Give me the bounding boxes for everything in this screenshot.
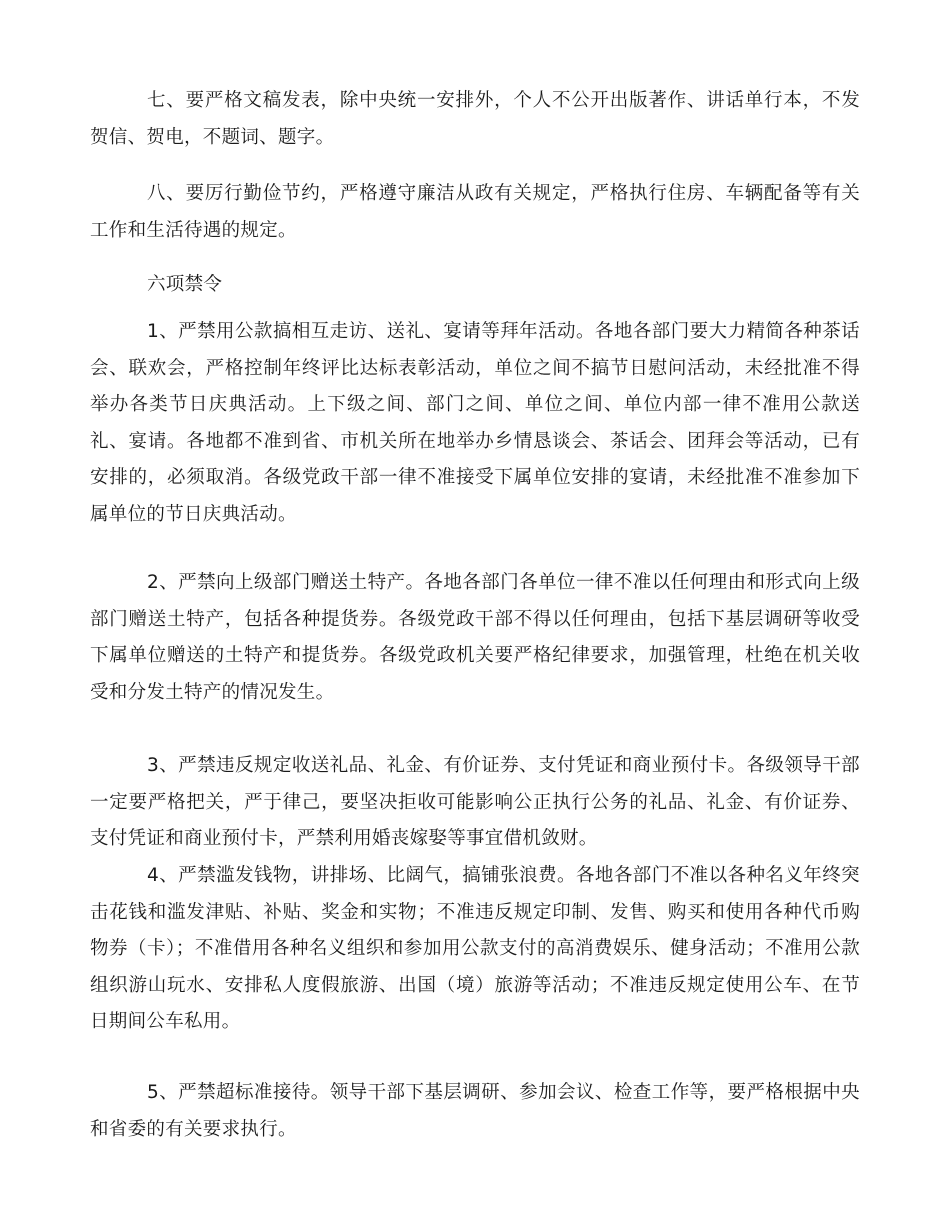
- paragraph-prohibition-4: 4、严禁滥发钱物，讲排场、比阔气，搞铺张浪费。各地各部门不准以各种名义年终突击花钱和滥发津贴、补贴、奖金和实物；不准违反规定印制、发售、购买和使用各种代币购物券（卡）；不准借用各种名义组织和参加用公款支付的高消费娱乐、健身活动；不准用公款组织游山玩水、安排私人度假旅游、出国（境）旅游等活动；不准违反规定使用公车、在节日期间公车私用。: [90, 865, 860, 1032]
- paragraph-rule-7: 七、要严格文稿发表，除中央统一安排外，个人不公开出版著作、讲话单行本，不发贺信、贺电，不题词、题字。: [90, 90, 860, 148]
- paragraph-prohibition-5: 5、严禁超标准接待。领导干部下基层调研、参加会议、检查工作等，要严格根据中央和省委的有关要求执行。: [90, 1082, 860, 1140]
- section-heading-six-prohibitions: 六项禁令: [147, 274, 223, 295]
- paragraph-rule-8: 八、要厉行勤俭节约，严格遵守廉洁从政有关规定，严格执行住房、车辆配备等有关工作和生活待遇的规定。: [90, 183, 860, 241]
- paragraph-prohibition-1: 1、严禁用公款搞相互走访、送礼、宴请等拜年活动。各地各部门要大力精简各种茶话会、联欢会，严格控制年终评比达标表彰活动，单位之间不搞节日慰问活动，未经批准不得举办各类节日庆典活动。上下级之间、部门之间、单位之间、单位内部一律不准用公款送礼、宴请。各地都不准到省、市机关所在地举办乡情恳谈会、茶话会、团拜会等活动，已有安排的，必须取消。各级党政干部一律不准接受下属单位安排的宴请，未经批准不准参加下属单位的节日庆典活动。: [90, 321, 860, 525]
- paragraph-prohibition-2: 2、严禁向上级部门赠送土特产。各地各部门各单位一律不准以任何理由和形式向上级部门赠送土特产，包括各种提货券。各级党政干部不得以任何理由，包括下基层调研等收受下属单位赠送的土特产和提货券。各级党政机关要严格纪律要求，加强管理，杜绝在机关收受和分发土特产的情况发生。: [90, 572, 860, 703]
- paragraph-prohibition-3: 3、严禁违反规定收送礼品、礼金、有价证券、支付凭证和商业预付卡。各级领导干部一定要严格把关，严于律己，要坚决拒收可能影响公正执行公务的礼品、礼金、有价证券、支付凭证和商业预付卡，严禁利用婚丧嫁娶等事宜借机敛财。: [90, 755, 860, 849]
